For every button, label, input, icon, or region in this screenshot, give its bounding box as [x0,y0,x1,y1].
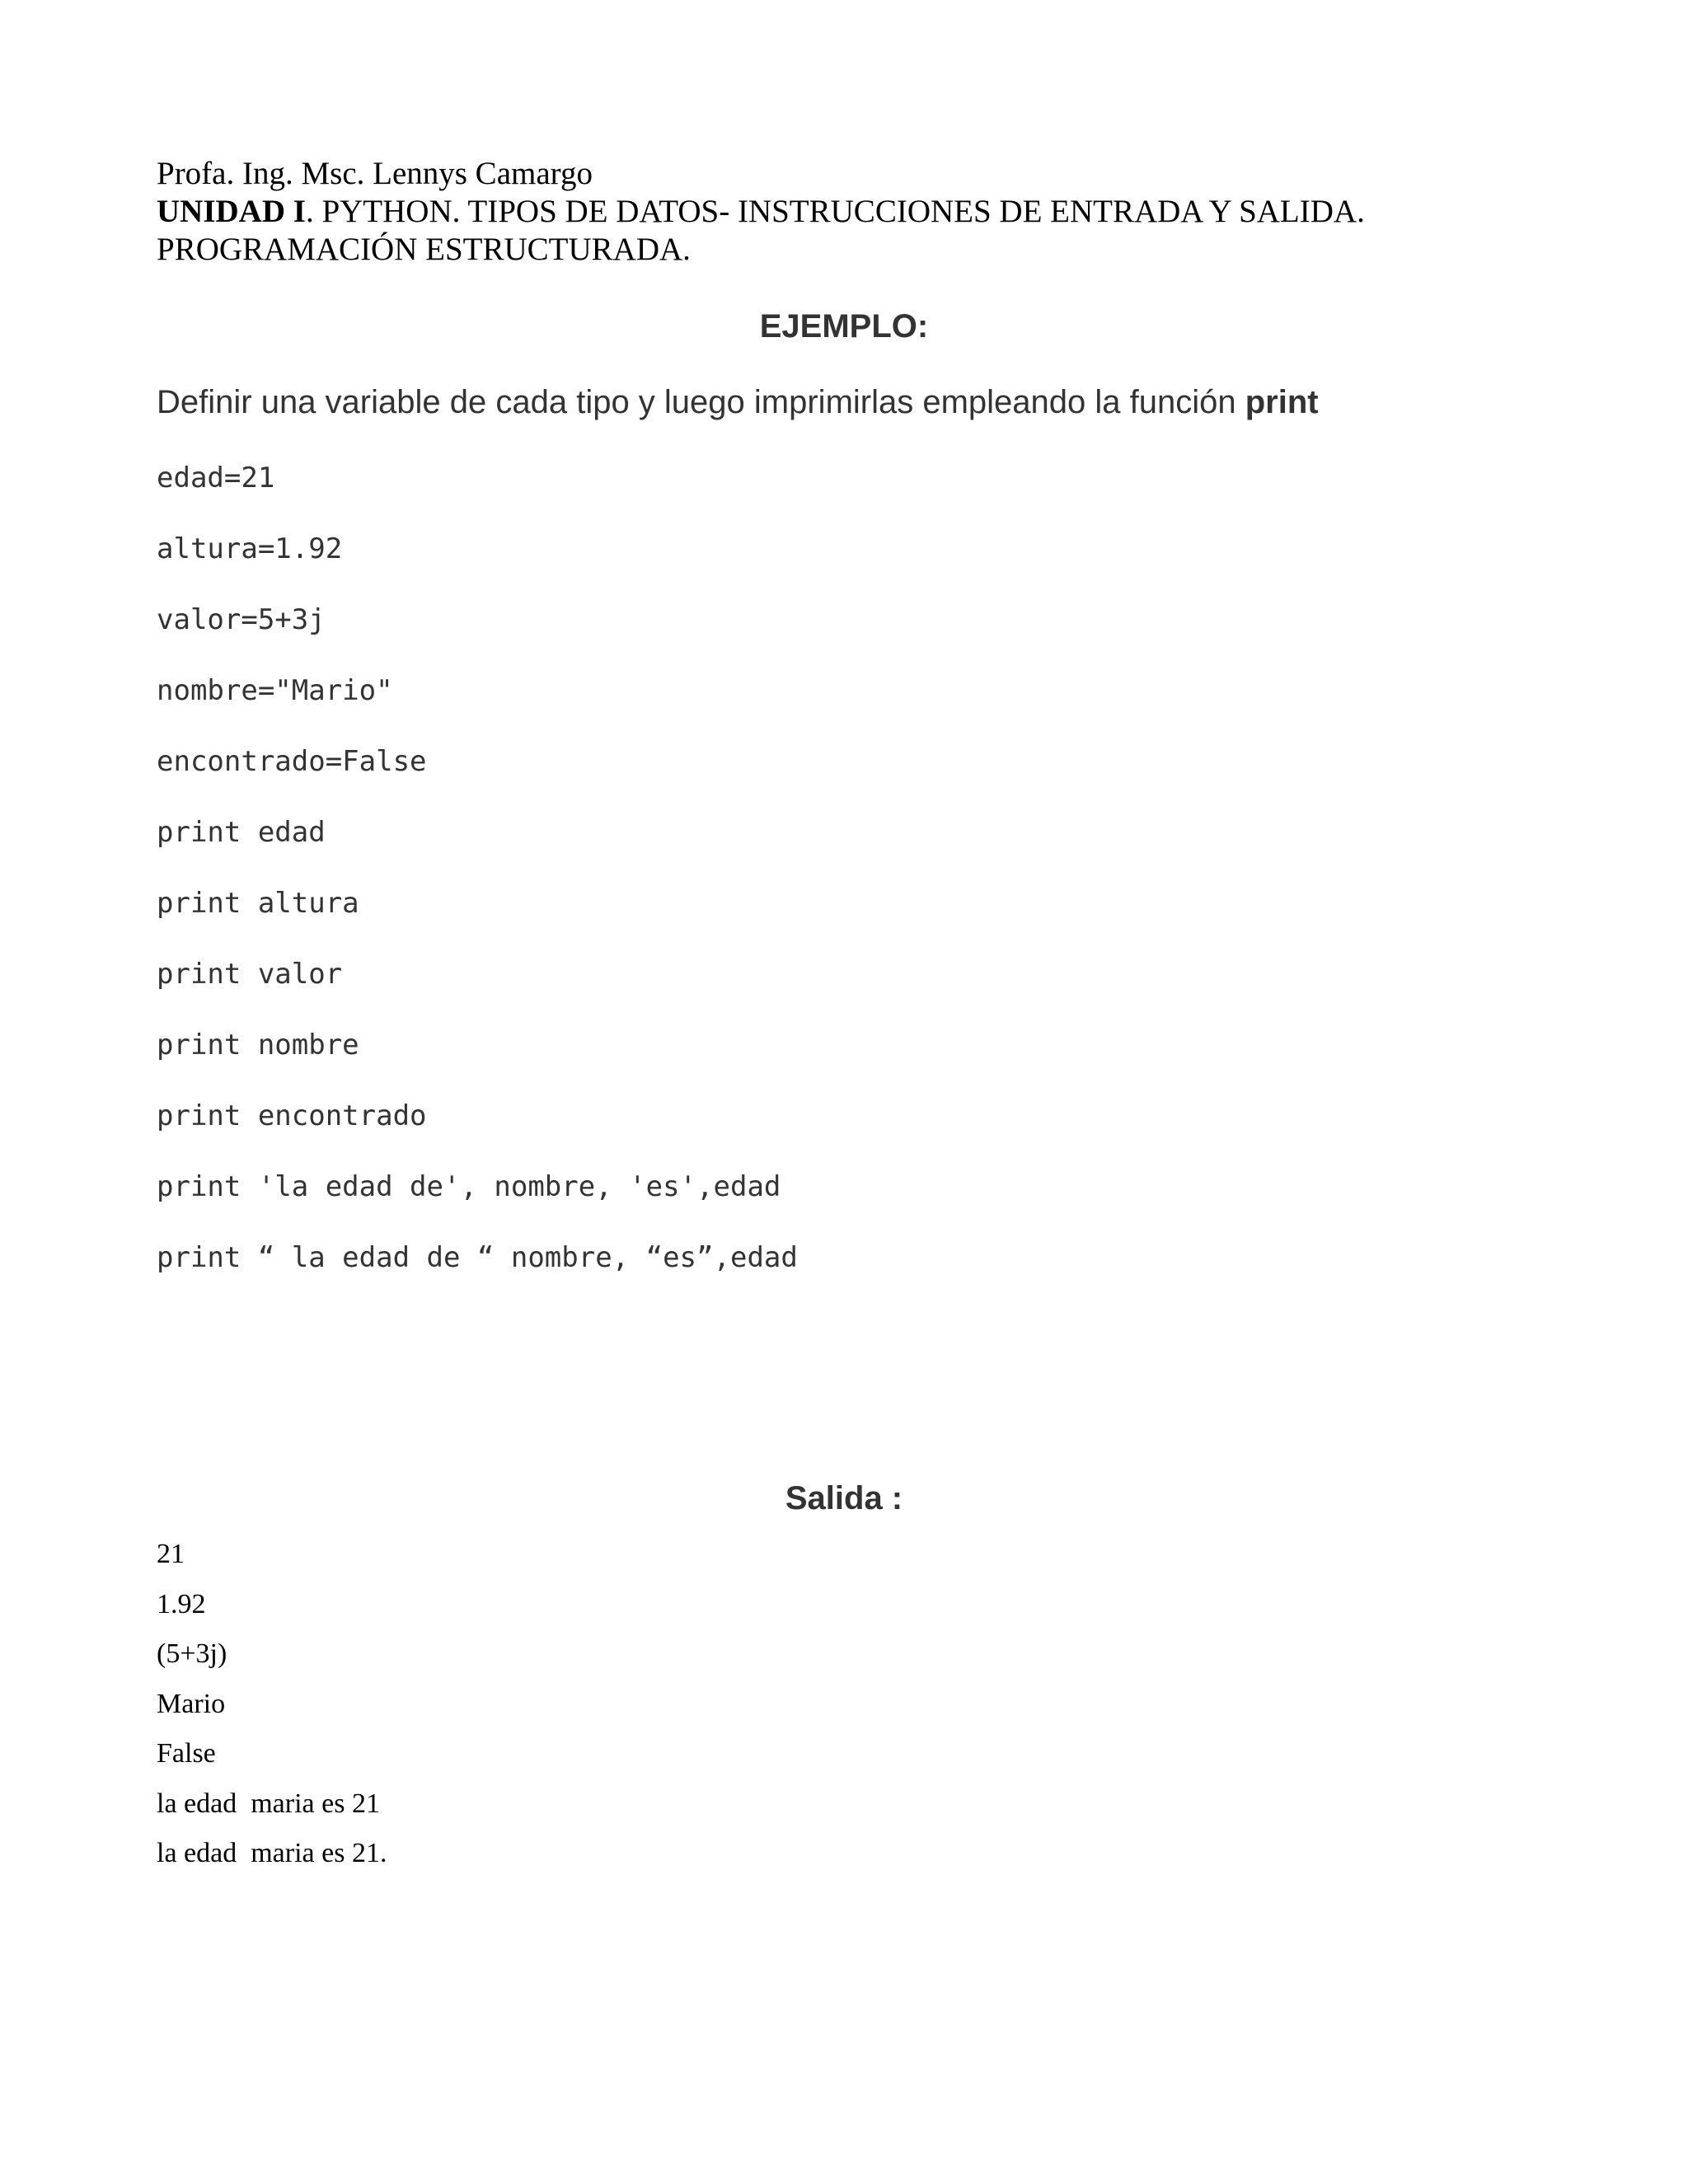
output-line: la edad maria es 21. [157,1838,387,1868]
output-line: False [157,1738,216,1769]
salida-heading: Salida : [785,1480,903,1516]
document-header [157,155,1574,269]
ejemplo-heading: EJEMPLO: [759,308,929,344]
code-line: print edad [157,816,326,849]
code-line: print valor [157,958,343,991]
code-line: edad=21 [157,462,275,494]
output-line: 21 [157,1539,185,1569]
author-line: Profa. Ing. Msc. Lennys Camargo [157,156,593,191]
output-line: (5+3j) [157,1638,227,1669]
exercise-keyword: print [1245,384,1319,420]
code-line: print altura [157,887,359,920]
exercise-text: Definir una variable de cada tipo y luego imprimirlas empleando la función [157,384,1245,420]
code-line: print 'la edad de', nombre, 'es',edad [157,1170,781,1203]
code-line: print nombre [157,1029,359,1062]
output-line: 1.92 [157,1588,206,1619]
code-line: altura=1.92 [157,532,343,565]
unit-line [157,193,1574,231]
unit-subtitle: PROGRAMACIÓN ESTRUCTURADA. [157,232,691,267]
output-line: Mario [157,1688,226,1719]
code-line: nombre="Mario" [157,674,393,707]
code-line: valor=5+3j [157,603,326,636]
exercise-statement [157,384,1319,421]
code-block [157,462,798,1312]
code-line: encontrado=False [157,745,427,778]
unit-title: . PYTHON. TIPOS DE DATOS- INSTRUCCIONES DE ENTRADA Y SALIDA. [305,194,1365,229]
unit-label: UNIDAD I [157,194,306,229]
output-line: la edad maria es 21 [157,1788,380,1819]
output-block [157,1538,387,1887]
code-line: print “ la edad de “ nombre, “es”,edad [157,1241,798,1274]
code-line: print encontrado [157,1099,427,1132]
